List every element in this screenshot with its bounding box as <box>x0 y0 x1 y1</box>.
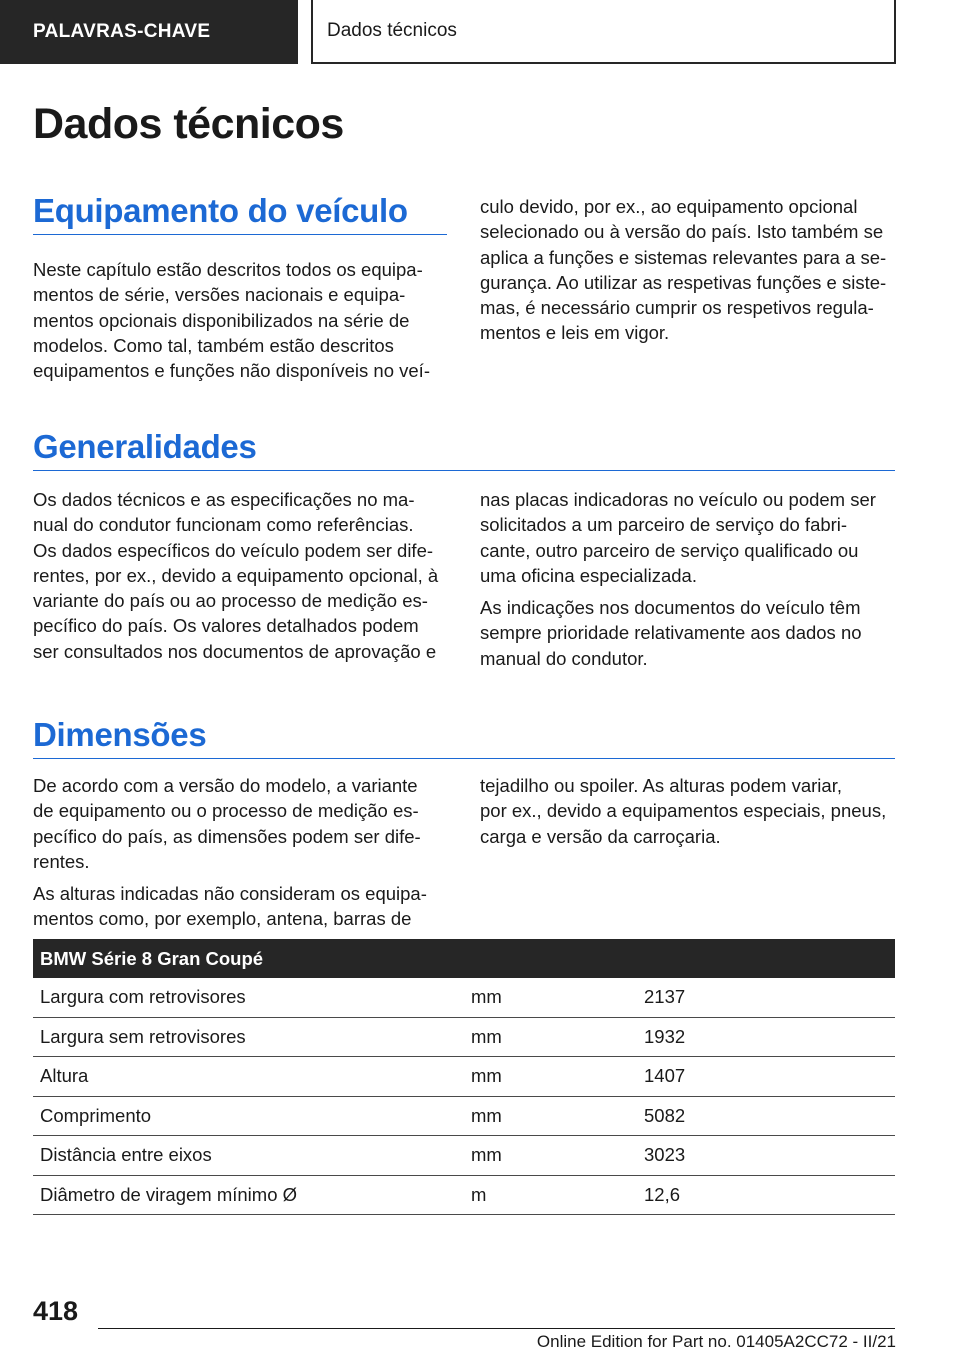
keywords-tab[interactable]: PALAVRAS-CHAVE <box>0 0 298 64</box>
edition-footer: Online Edition for Part no. 01405A2CC72 - II/21 <box>536 1332 896 1351</box>
table-header: BMW Série 8 Gran Coupé <box>33 939 895 978</box>
row-unit: mm <box>464 1096 637 1136</box>
section-title-general: Generalidades <box>33 428 257 465</box>
dimensions-text-left-1: De acordo com a versão do modelo, a variante de equipamento ou o processo de medição es- pecífico do país, as dimensões podem ser dife- rentes. <box>33 775 421 872</box>
dimensions-table <box>33 939 895 1215</box>
section-tab[interactable]: Dados técnicos <box>311 0 896 64</box>
row-label: Distância entre eixos <box>33 1136 464 1176</box>
section-rule-dimensions <box>33 758 895 759</box>
dimensions-text-left-2: As alturas indicadas não consideram os equipa- mentos como, por exemplo, antena, barras de <box>33 883 427 930</box>
row-value: 3023 <box>637 1136 895 1176</box>
page-title: Dados técnicos <box>33 100 344 148</box>
row-value: 5082 <box>637 1096 895 1136</box>
row-unit: mm <box>464 1136 637 1176</box>
row-unit: mm <box>464 1057 637 1097</box>
table-row <box>33 1136 895 1176</box>
row-label: Largura com retrovisores <box>33 978 464 1017</box>
table-row <box>33 978 895 1017</box>
row-value: 2137 <box>637 978 895 1017</box>
row-label: Diâmetro de viragem mínimo Ø <box>33 1175 464 1215</box>
table-row <box>33 1017 895 1057</box>
page-number: 418 <box>33 1296 79 1326</box>
row-unit: m <box>464 1175 637 1215</box>
section-title-dimensions: Dimensões <box>33 716 207 753</box>
row-unit: mm <box>464 1017 637 1057</box>
general-text-right-1: nas placas indicadoras no veículo ou podem ser solicitados a um parceiro de serviço do fabri- cante, outro parceiro de serviço qualificado ou uma oficina especializada. <box>480 489 876 586</box>
table-row <box>33 1057 895 1097</box>
row-unit: mm <box>464 978 637 1017</box>
footer-rule <box>98 1328 895 1329</box>
row-value: 12,6 <box>637 1175 895 1215</box>
row-value: 1932 <box>637 1017 895 1057</box>
row-label: Comprimento <box>33 1096 464 1136</box>
equipment-text-right: culo devido, por ex., ao equipamento opcional selecionado ou à versão do país. Isto também se aplica a funções e sistemas relevantes para a se- gurança. Ao utilizar as respetivas funções e siste- mas, é necessário cumprir os respetivos regula- mentos e leis em vigor. <box>480 196 887 344</box>
general-text-right-2: As indicações nos documentos do veículo têm sempre prioridade relativamente aos dados no manual do condutor. <box>480 597 862 669</box>
section-rule-equipment <box>33 234 447 235</box>
row-value: 1407 <box>637 1057 895 1097</box>
row-label: Largura sem retrovisores <box>33 1017 464 1057</box>
table-row <box>33 1175 895 1215</box>
table-header-row <box>33 939 895 978</box>
row-label: Altura <box>33 1057 464 1097</box>
section-title-equipment: Equipamento do veículo <box>33 192 408 229</box>
equipment-text-left: Neste capítulo estão descritos todos os equipa- mentos de série, versões nacionais e equipa- mentos opcionais disponibilizados na série de modelos. Como tal, também estão descritos equipamentos e funções não disponíveis no veí- <box>33 259 430 382</box>
dimensions-text-right: tejadilho ou spoiler. As alturas podem variar, por ex., devido a equipamentos especiais, pneus, carga e versão da carroçaria. <box>480 775 887 847</box>
section-rule-general <box>33 470 895 471</box>
general-text-left: Os dados técnicos e as especificações no ma- nual do condutor funcionam como referências. Os dados específicos do veículo podem ser dife- rentes, por ex., devido a equipamento opcional, à variante do país ou ao processo de medição es- pecífico do país. Os valores detalhados podem ser consultados nos documentos de aprovação e <box>33 489 439 662</box>
table-row <box>33 1096 895 1136</box>
